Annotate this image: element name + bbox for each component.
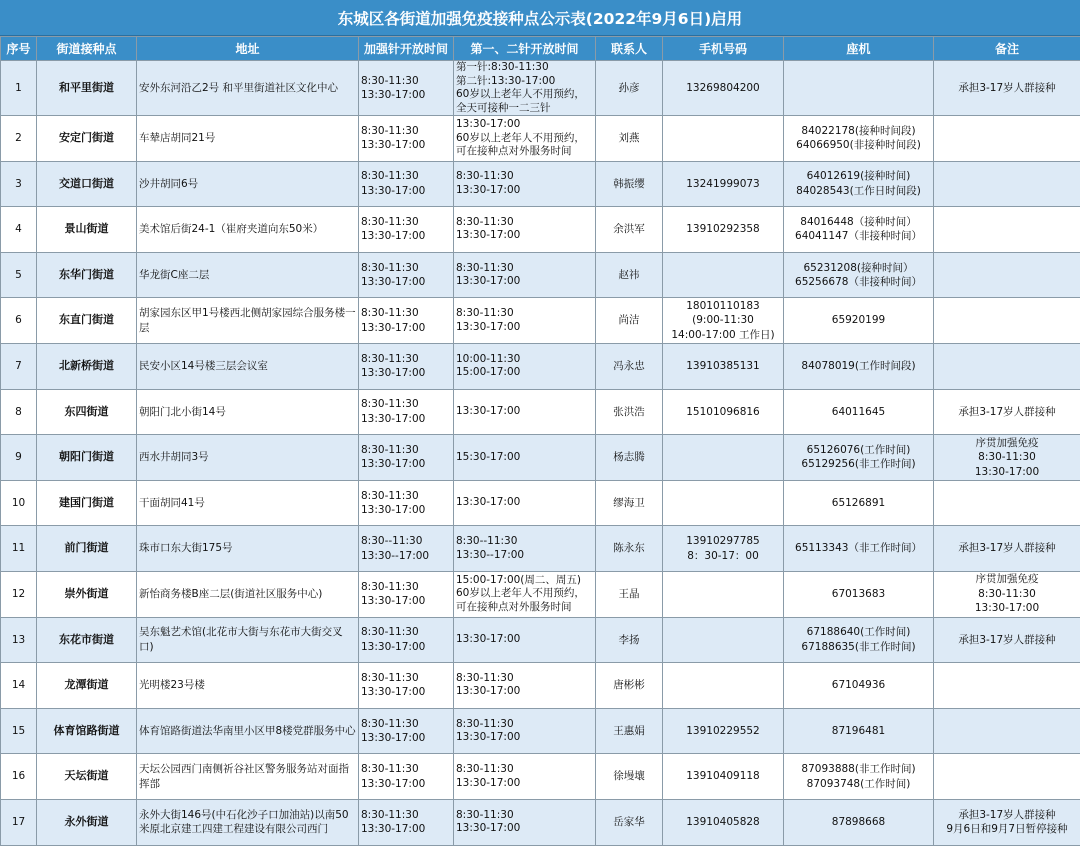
cell-address: 新怡商务楼B座二层(街道社区服务中心): [137, 571, 359, 617]
cell-landline: 67104936: [784, 663, 934, 709]
cell-landline: 65231208(接种时间） 65256678（非接种时间）: [784, 252, 934, 298]
cell-note: 承担3-17岁人群接种 9月6日和9月7日暂停接种: [934, 799, 1080, 845]
table-row: [1, 116, 1080, 162]
table-row: [1, 571, 1080, 617]
cell-contact: 岳家华: [596, 799, 663, 845]
cell-mobile: 13910385131: [663, 343, 784, 389]
cell-note: [934, 708, 1080, 754]
cell-landline: [784, 61, 934, 116]
cell-address: 胡家园东区甲1号楼西北侧胡家园综合服务楼一层: [137, 298, 359, 344]
table-row: [1, 526, 1080, 572]
cell-address: 体育馆路街道法华南里小区甲8楼党群服务中心: [137, 708, 359, 754]
cell-first-second-time: 8:30-11:30 13:30-17:00: [454, 161, 596, 207]
cell-first-second-time: 第一针:8:30-11:30 第二针:13:30-17:00 60岁以上老年人不用预约，全天可接种一二三针: [454, 61, 596, 116]
page-title: 东城区各街道加强免疫接种点公示表(2022年9月6日)启用: [0, 0, 1080, 36]
cell-note: 承担3-17岁人群接种: [934, 389, 1080, 435]
cell-street: 东四街道: [37, 389, 137, 435]
cell-no: 12: [1, 571, 37, 617]
cell-landline: 67013683: [784, 571, 934, 617]
cell-mobile: [663, 571, 784, 617]
cell-note: 序贯加强免疫 8:30-11:30 13:30-17:00: [934, 435, 1080, 481]
cell-booster-time: 8:30-11:30 13:30-17:00: [359, 61, 454, 116]
cell-no: 11: [1, 526, 37, 572]
cell-note: [934, 207, 1080, 253]
table-row: [1, 207, 1080, 253]
header-mobile: 手机号码: [663, 37, 784, 61]
cell-landline: 65113343（非工作时间）: [784, 526, 934, 572]
cell-first-second-time: 8:30-11:30 13:30-17:00: [454, 252, 596, 298]
cell-no: 13: [1, 617, 37, 663]
header-note: 备注: [934, 37, 1080, 61]
cell-first-second-time: 13:30-17:00: [454, 617, 596, 663]
cell-no: 16: [1, 754, 37, 800]
cell-booster-time: 8:30-11:30 13:30-17:00: [359, 571, 454, 617]
cell-booster-time: 8:30-11:30 13:30-17:00: [359, 207, 454, 253]
cell-first-second-time: 13:30-17:00 60岁以上老年人不用预约，可在接种点对外服务时间: [454, 116, 596, 162]
cell-no: 9: [1, 435, 37, 481]
cell-mobile: 13910229552: [663, 708, 784, 754]
cell-no: 10: [1, 480, 37, 526]
cell-note: 承担3-17岁人群接种: [934, 617, 1080, 663]
cell-landline: 84078019(工作时间段): [784, 343, 934, 389]
table-row: [1, 298, 1080, 344]
header-no: 序号: [1, 37, 37, 61]
cell-no: 17: [1, 799, 37, 845]
cell-contact: 韩振缨: [596, 161, 663, 207]
cell-street: 北新桥街道: [37, 343, 137, 389]
table-row: [1, 799, 1080, 845]
table-row: [1, 161, 1080, 207]
cell-no: 2: [1, 116, 37, 162]
cell-first-second-time: 13:30-17:00: [454, 389, 596, 435]
cell-landline: 87093888(非工作时间) 87093748(工作时间): [784, 754, 934, 800]
cell-mobile: 18010110183 (9:00-11:30 14:00-17:00 工作日): [663, 298, 784, 344]
cell-landline: 87898668: [784, 799, 934, 845]
cell-note: 序贯加强免疫 8:30-11:30 13:30-17:00: [934, 571, 1080, 617]
cell-contact: 缪海卫: [596, 480, 663, 526]
cell-contact: 陈永东: [596, 526, 663, 572]
vaccination-table: [0, 36, 1080, 846]
cell-note: [934, 343, 1080, 389]
cell-contact: 李扬: [596, 617, 663, 663]
table-body: [1, 61, 1080, 846]
cell-note: [934, 252, 1080, 298]
cell-mobile: 13910297785 8：30-17：00: [663, 526, 784, 572]
table-row: [1, 435, 1080, 481]
cell-mobile: 13241999073: [663, 161, 784, 207]
cell-landline: 84022178(接种时间段) 64066950(非接种时间段): [784, 116, 934, 162]
cell-mobile: [663, 252, 784, 298]
cell-booster-time: 8:30-11:30 13:30-17:00: [359, 754, 454, 800]
cell-first-second-time: 15:30-17:00: [454, 435, 596, 481]
cell-contact: 尚洁: [596, 298, 663, 344]
cell-street: 东花市街道: [37, 617, 137, 663]
table-row: [1, 708, 1080, 754]
cell-street: 天坛街道: [37, 754, 137, 800]
cell-booster-time: 8:30--11:30 13:30--17:00: [359, 526, 454, 572]
table-row: [1, 754, 1080, 800]
cell-contact: 王晶: [596, 571, 663, 617]
cell-booster-time: 8:30-11:30 13:30-17:00: [359, 298, 454, 344]
cell-address: 华龙街C座二层: [137, 252, 359, 298]
cell-street: 景山街道: [37, 207, 137, 253]
cell-first-second-time: 15:00-17:00(周二、周五) 60岁以上老年人不用预约，可在接种点对外服务时间: [454, 571, 596, 617]
cell-booster-time: 8:30-11:30 13:30-17:00: [359, 161, 454, 207]
cell-street: 交道口街道: [37, 161, 137, 207]
cell-first-second-time: 8:30-11:30 13:30-17:00: [454, 207, 596, 253]
header-address: 地址: [137, 37, 359, 61]
cell-landline: 87196481: [784, 708, 934, 754]
cell-landline: 67188640(工作时间) 67188635(非工作时间): [784, 617, 934, 663]
cell-address: 珠市口东大街175号: [137, 526, 359, 572]
cell-contact: 徐墁壤: [596, 754, 663, 800]
cell-street: 安定门街道: [37, 116, 137, 162]
cell-mobile: [663, 663, 784, 709]
cell-street: 东华门街道: [37, 252, 137, 298]
cell-address: 车辇店胡同21号: [137, 116, 359, 162]
table-row: [1, 480, 1080, 526]
cell-no: 4: [1, 207, 37, 253]
cell-street: 永外街道: [37, 799, 137, 845]
cell-note: [934, 298, 1080, 344]
cell-first-second-time: 8:30-11:30 13:30-17:00: [454, 708, 596, 754]
cell-no: 14: [1, 663, 37, 709]
cell-address: 民安小区14号楼三层会议室: [137, 343, 359, 389]
cell-address: 美术馆后街24-1（崔府夹道向东50米）: [137, 207, 359, 253]
cell-street: 东直门街道: [37, 298, 137, 344]
cell-booster-time: 8:30-11:30 13:30-17:00: [359, 116, 454, 162]
header-street: 街道接种点: [37, 37, 137, 61]
cell-no: 7: [1, 343, 37, 389]
cell-booster-time: 8:30-11:30 13:30-17:00: [359, 708, 454, 754]
cell-no: 8: [1, 389, 37, 435]
cell-mobile: 13910405828: [663, 799, 784, 845]
cell-booster-time: 8:30-11:30 13:30-17:00: [359, 480, 454, 526]
cell-landline: 64011645: [784, 389, 934, 435]
cell-no: 5: [1, 252, 37, 298]
header-first-second-time: 第一、二针开放时间: [454, 37, 596, 61]
table-row: [1, 61, 1080, 116]
header-landline: 座机: [784, 37, 934, 61]
cell-street: 前门街道: [37, 526, 137, 572]
cell-mobile: [663, 116, 784, 162]
cell-mobile: 13910292358: [663, 207, 784, 253]
cell-mobile: [663, 480, 784, 526]
cell-booster-time: 8:30-11:30 13:30-17:00: [359, 663, 454, 709]
table-header-row: [1, 37, 1080, 61]
cell-mobile: [663, 435, 784, 481]
cell-street: 龙潭街道: [37, 663, 137, 709]
table-row: [1, 663, 1080, 709]
cell-note: 承担3-17岁人群接种: [934, 61, 1080, 116]
cell-first-second-time: 8:30-11:30 13:30-17:00: [454, 754, 596, 800]
cell-booster-time: 8:30-11:30 13:30-17:00: [359, 617, 454, 663]
cell-contact: 余洪军: [596, 207, 663, 253]
cell-street: 朝阳门街道: [37, 435, 137, 481]
cell-contact: 张洪浩: [596, 389, 663, 435]
table-row: [1, 389, 1080, 435]
cell-mobile: 13910409118: [663, 754, 784, 800]
cell-no: 1: [1, 61, 37, 116]
cell-contact: 刘燕: [596, 116, 663, 162]
cell-no: 15: [1, 708, 37, 754]
cell-first-second-time: 10:00-11:30 15:00-17:00: [454, 343, 596, 389]
cell-address: 沙井胡同6号: [137, 161, 359, 207]
cell-contact: 冯永忠: [596, 343, 663, 389]
cell-contact: 孙彦: [596, 61, 663, 116]
cell-street: 建国门街道: [37, 480, 137, 526]
cell-address: 安外东河沿乙2号 和平里街道社区文化中心: [137, 61, 359, 116]
cell-first-second-time: 8:30-11:30 13:30-17:00: [454, 298, 596, 344]
cell-landline: 65920199: [784, 298, 934, 344]
cell-landline: 65126076(工作时间) 65129256(非工作时间): [784, 435, 934, 481]
header-contact: 联系人: [596, 37, 663, 61]
cell-landline: 84016448（接种时间） 64041147（非接种时间）: [784, 207, 934, 253]
cell-address: 永外大街146号(中石化沙子口加油站)以南50米原北京建工四建工程建设有限公司西门: [137, 799, 359, 845]
cell-note: [934, 754, 1080, 800]
cell-no: 6: [1, 298, 37, 344]
cell-first-second-time: 13:30-17:00: [454, 480, 596, 526]
cell-contact: 王惠娟: [596, 708, 663, 754]
table-row: [1, 252, 1080, 298]
cell-contact: 杨志腾: [596, 435, 663, 481]
cell-contact: 唐彬彬: [596, 663, 663, 709]
cell-booster-time: 8:30-11:30 13:30-17:00: [359, 435, 454, 481]
table-row: [1, 343, 1080, 389]
cell-first-second-time: 8:30-11:30 13:30-17:00: [454, 663, 596, 709]
cell-note: [934, 480, 1080, 526]
cell-note: [934, 116, 1080, 162]
cell-address: 西水井胡同3号: [137, 435, 359, 481]
cell-street: 和平里街道: [37, 61, 137, 116]
cell-address: 光明楼23号楼: [137, 663, 359, 709]
cell-booster-time: 8:30-11:30 13:30-17:00: [359, 389, 454, 435]
cell-booster-time: 8:30-11:30 13:30-17:00: [359, 343, 454, 389]
cell-mobile: 15101096816: [663, 389, 784, 435]
cell-note: 承担3-17岁人群接种: [934, 526, 1080, 572]
cell-no: 3: [1, 161, 37, 207]
cell-street: 崇外街道: [37, 571, 137, 617]
cell-landline: 65126891: [784, 480, 934, 526]
cell-booster-time: 8:30-11:30 13:30-17:00: [359, 252, 454, 298]
cell-address: 吴东魁艺术馆(北花市大街与东花市大街交叉口): [137, 617, 359, 663]
cell-mobile: [663, 617, 784, 663]
cell-note: [934, 663, 1080, 709]
cell-first-second-time: 8:30-11:30 13:30-17:00: [454, 799, 596, 845]
header-booster-time: 加强针开放时间: [359, 37, 454, 61]
cell-note: [934, 161, 1080, 207]
cell-mobile: 13269804200: [663, 61, 784, 116]
cell-address: 朝阳门北小街14号: [137, 389, 359, 435]
cell-address: 干面胡同41号: [137, 480, 359, 526]
table-row: [1, 617, 1080, 663]
cell-contact: 赵祎: [596, 252, 663, 298]
cell-address: 天坛公园西门南侧祈谷社区警务服务站对面指挥部: [137, 754, 359, 800]
cell-booster-time: 8:30-11:30 13:30-17:00: [359, 799, 454, 845]
cell-landline: 64012619(接种时间) 84028543(工作日时间段): [784, 161, 934, 207]
cell-first-second-time: 8:30--11:30 13:30--17:00: [454, 526, 596, 572]
cell-street: 体育馆路街道: [37, 708, 137, 754]
